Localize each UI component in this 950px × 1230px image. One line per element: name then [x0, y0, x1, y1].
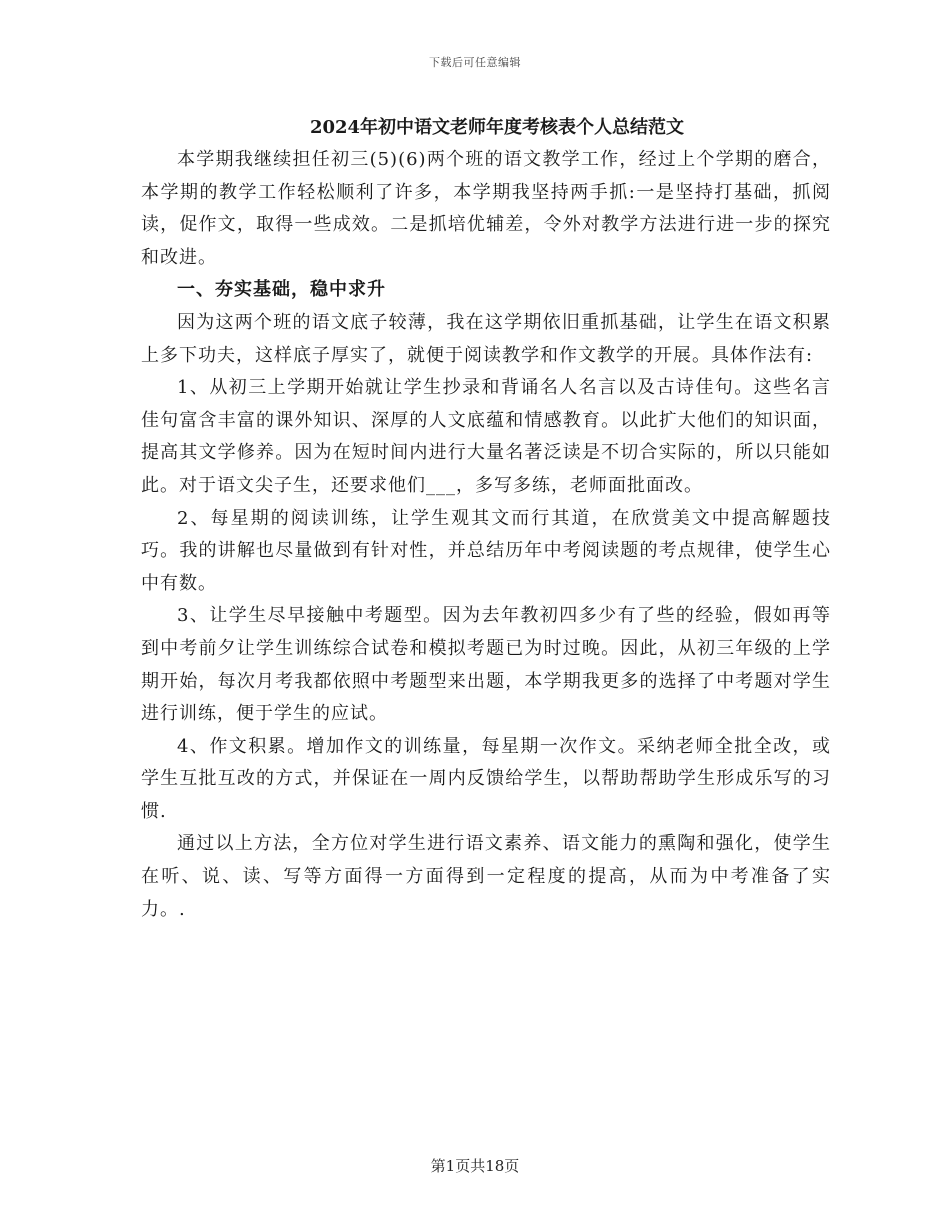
intro-paragraph: 本学期我继续担任初三(5)(6)两个班的语文教学工作，经过上个学期的磨合，本学期的教学工作轻松顺利了许多，本学期我坚持两手抓:一是坚持打基础，抓阅读，促作文，取得一些成效。二是抓培优辅差，令外对教学方法进行进一步的探究和改进。: [141, 149, 831, 268]
section-intro-paragraph: 因为这两个班的语文底子较薄，我在这学期依旧重抓基础，让学生在语文积累上多下功夫，这样底子厚实了，就便于阅读教学和作文教学的开展。具体作法有:: [141, 311, 831, 366]
document-title: 2024年初中语文老师年度考核表个人总结范文: [309, 117, 685, 138]
header-note: 下载后可任意编辑: [429, 56, 521, 69]
document-body: [141, 112, 831, 926]
section-heading: 一、夯实基础，稳中求升: [177, 279, 386, 301]
list-item-4: 4、作文积累。增加作文的训练量，每星期一次作文。采纳老师全批全改，或学生互批互改的方式，并保证在一周内反馈给学生，以帮助帮助学生形成乐写的习惯.: [141, 735, 831, 822]
page-indicator: 第1页共18页: [430, 1157, 520, 1175]
conclusion-paragraph: 通过以上方法，全方位对学生进行语文素养、语文能力的熏陶和强化，使学生在听、说、读、写等方面得一方面得到一定程度的提高，从而为中考准备了实力。.: [141, 833, 831, 920]
list-item-3: 3、让学生尽早接触中考题型。因为去年教初四多少有了些的经验，假如再等到中考前夕让学生训练综合试卷和模拟考题已为时过晚。因此，从初三年级的上学期开始，每次月考我都依照中考题型来出题，本学期我更多的选择了中考题对学生进行训练，便于学生的应试。: [141, 605, 831, 725]
list-item-2: 2、每星期的阅读训练，让学生观其文而行其道，在欣赏美文中提高解题技巧。我的讲解也尽量做到有针对性，并总结历年中考阅读题的考点规律，使学生心中有数。: [141, 507, 831, 594]
list-item-1: 1、从初三上学期开始就让学生抄录和背诵名人名言以及古诗佳句。这些名言佳句富含丰富的课外知识、深厚的人文底蕴和情感教育。以此扩大他们的知识面，提高其文学修养。因为在短时间内进行大量名著泛读是不切合实际的，所以只能如此。对于语文尖子生，还要求他们___，多写多练，老师面批面改。: [141, 377, 831, 496]
